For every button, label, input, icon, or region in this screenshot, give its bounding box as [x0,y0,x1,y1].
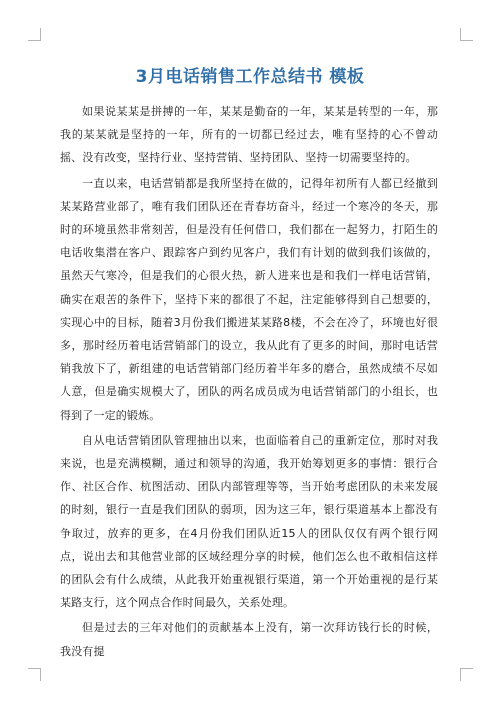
paragraph-1: 如果说某某是拼搏的一年，某某是勤奋的一年，某某是转型的一年，那我的某某就是坚持的一年，所有的一切都已经过去，唯有坚持的心不曾动摇、没有改变，坚持行业、坚持营销、坚持团队、坚持一切需要坚持的。 [60,105,438,165]
paragraph-4: 但是过去的三年对他们的贡献基本上没有，第一次拜访钱行长的时候，我没有提 [60,621,438,658]
crop-mark-bottom-right [460,668,473,681]
crop-mark-bottom-left [28,668,41,681]
paragraph-2: 一直以来，电话营销都是我所坚持在做的，记得年初所有人都已经撤到某某路营业部了，唯有我们团队还在青春坊奋斗，经过一个寒冷的冬天，那时的环境虽然非常刻苦，但是没有任何借口，我们都在一起努力，打陌生的电话收集潜在客户、跟踪客户到约见客户，我们有计划的做到我们该做的，虽然天气寒冷，但是我们的心很火热，新人进来也是和我们一样电话营销，确实在艰苦的条件下，坚持下来的都很了不起，注定能够得到自己想要的，实现心中的目标，随着3月份我们搬进某某路8楼，不会在冷了，环境也好很多，那时经历着电话营销部门的设立，我从此有了更多的时间，那时电话营销我放下了，新组建的电话营销部门经历着半年多的磨合，虽然成绩不尽如人意，但是确实规模大了，团队的两名成员成为电话营销部门的小组长，也得到了一定的锻炼。 [60,176,438,422]
paragraph-3: 自从电话营销团队管理抽出以来，也面临着自己的重新定位，那时对我来说，也是充满模糊，通过和领导的沟通，我开始筹划更多的事情：银行合作、社区合作、杭图活动、团队内部管理等等，当开始考虑团队的未来发展的时刻，银行一直是我们团队的弱项，因为这三年，银行渠道基本上都没有争取过，放弃的更多，在4月份我们团队近15人的团队仅仅有两个银行网点，说出去和其他营业部的区域经理分享的时候，他们怎么也不敢相信这样的团队会有什么成绩，从此我开始重视银行渠道，第一个开始重视的是行某某路支行，这个网点合作时间最久，关系处理。 [60,433,438,610]
document-title: 3月电话销售工作总结书 模板 [135,67,365,87]
document-body [60,100,438,665]
crop-mark-top-left [28,28,41,41]
crop-mark-top-right [460,28,473,41]
